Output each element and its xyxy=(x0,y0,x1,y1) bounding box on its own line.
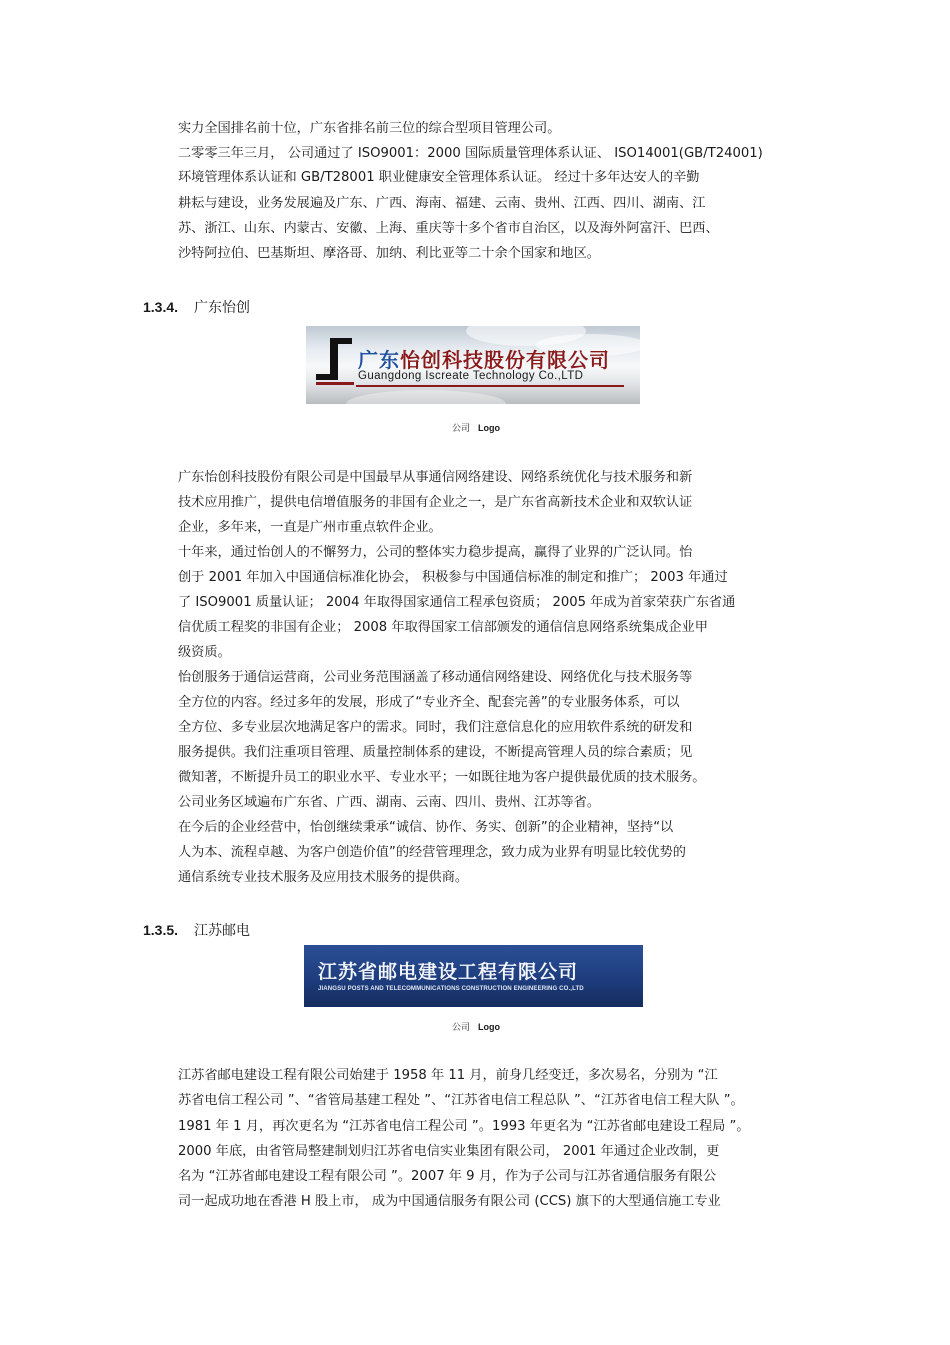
text-line: 沙特阿拉伯、巴基斯坦、摩洛哥、加纳、利比亚等二十余个国家和地区。 xyxy=(178,246,600,261)
logo-chinese-name: 广东怡创科技股份有限公司 xyxy=(358,348,610,372)
text-line: 二零零三年三月， 公司通过了 ISO9001：2000 国际质量管理体系认证、 ISO14001(GB/T24001) xyxy=(178,146,763,161)
section-title: 广东怡创 xyxy=(194,300,251,316)
text-line: 十年来，通过怡创人的不懈努力，公司的整体实力稳步提高，赢得了业界的广泛认同。怡 xyxy=(178,545,693,560)
logo-caption: 公司 Logo xyxy=(452,1022,501,1032)
text-line: 苏、浙江、山东、内蒙古、安徽、上海、重庆等十多个省市自治区，以及海外阿富汗、巴西、 xyxy=(178,221,719,236)
logo-caption: 公司 Logo xyxy=(452,423,501,433)
text-line: 人为本、流程卓越、为客户创造价值”的经营管理理念，致力成为业界有明显比较优势的 xyxy=(178,845,686,860)
text-line: 苏省电信工程公司 ”、“省管局基建工程处 ”、“江苏省电信工程总队 ”、“江苏省电信工程大队 ”。 xyxy=(178,1093,744,1108)
logo-english-name: Guangdong Iscreate Technology Co.,LTD xyxy=(358,370,584,382)
text-line: 环境管理体系认证和 GB/T28001 职业健康安全管理体系认证。 经过十多年达安人的辛勤 xyxy=(178,170,700,185)
text-line: 在今后的企业经营中，怡创继续秉承“诚信、协作、务实、创新”的企业精神，坚持“以 xyxy=(178,820,674,835)
text-line: 通信系统专业技术服务及应用技术服务的提供商。 xyxy=(178,870,469,885)
text-line: 技术应用推广，提供电信增值服务的非国有企业之一，是广东省高新技术企业和双软认证 xyxy=(178,495,693,510)
text-line: 创于 2001 年加入中国通信标准化协会， 积极参与中国通信标准的制定和推广； 2003 年通过 xyxy=(178,570,728,585)
text-line: 微知著，不断提升员工的职业水平、专业水平；一如既往地为客户提供最优质的技术服务。 xyxy=(178,770,706,785)
logo-underline xyxy=(356,385,624,387)
text-line: 级资质。 xyxy=(178,645,231,660)
logo-chinese-name: 江苏省邮电建设工程有限公司 xyxy=(318,961,579,983)
text-line: 企业，多年来，一直是广州市重点软件企业。 xyxy=(178,520,442,535)
text-line: 1981 年 1 月，再次更名为 “江苏省电信工程公司 ”。1993 年更名为 “江苏省邮电建设工程局 ”。 xyxy=(178,1119,750,1134)
text-line: 广东怡创科技股份有限公司是中国最早从事通信网络建设、网络系统优化与技术服务和新 xyxy=(178,470,693,485)
text-line: 公司业务区域遍布广东省、广西、湖南、云南、四川、贵州、江苏等省。 xyxy=(178,795,600,810)
text-line: 实力全国排名前十位，广东省排名前三位的综合型项目管理公司。 xyxy=(178,121,561,136)
text-line: 全方位、多专业层次地满足客户的需求。同时，我们注意信息化的应用软件系统的研发和 xyxy=(178,720,693,735)
text-line: 信优质工程奖的非国有企业； 2008 年取得国家工信部颁发的通信信息网络系统集成企业甲 xyxy=(178,620,708,635)
section-heading-1-3-5 xyxy=(143,920,250,940)
text-line: 名为 “江苏省邮电建设工程有限公司 ”。2007 年 9 月，作为子公司与江苏省通信服务有限公 xyxy=(178,1169,717,1184)
iscreate-logo xyxy=(306,326,640,404)
jiangsu-posts-logo xyxy=(304,945,643,1007)
section-heading-1-3-4 xyxy=(143,297,250,317)
section-number: 1.3.4. xyxy=(143,299,179,315)
section-title: 江苏邮电 xyxy=(194,923,251,939)
text-line: 司一起成功地在香港 H 股上市， 成为中国通信服务有限公司 (CCS) 旗下的大型通信施工专业 xyxy=(178,1194,721,1209)
text-line: 耕耘与建设，业务发展遍及广东、广西、海南、福建、云南、贵州、江西、四川、湖南、江 xyxy=(178,196,706,211)
text-line: 江苏省邮电建设工程有限公司始建于 1958 年 11 月，前身几经变迁，多次易名，分别为 “江 xyxy=(178,1068,718,1083)
text-line: 2000 年底，由省管局整建制划归江苏省电信实业集团有限公司， 2001 年通过企业改制，更 xyxy=(178,1144,720,1159)
text-line: 怡创服务于通信运营商，公司业务范围涵盖了移动通信网络建设、网络优化与技术服务等 xyxy=(178,670,693,685)
text-line: 服务提供。我们注重项目管理、质量控制体系的建设，不断提高管理人员的综合素质；见 xyxy=(178,745,693,760)
text-line: 全方位的内容。经过多年的发展，形成了“专业齐全、配套完善”的专业服务体系，可以 xyxy=(178,695,680,710)
section-number: 1.3.5. xyxy=(143,922,179,938)
text-line: 了 ISO9001 质量认证； 2004 年取得国家通信工程承包资质； 2005 年成为首家荣获广东省通 xyxy=(178,595,736,610)
iscreate-emblem-icon xyxy=(314,336,356,386)
logo-english-name: JIANGSU POSTS AND TELECOMMUNICATIONS CONSTRUCTION ENGINEERING CO.,LTD xyxy=(318,985,584,992)
